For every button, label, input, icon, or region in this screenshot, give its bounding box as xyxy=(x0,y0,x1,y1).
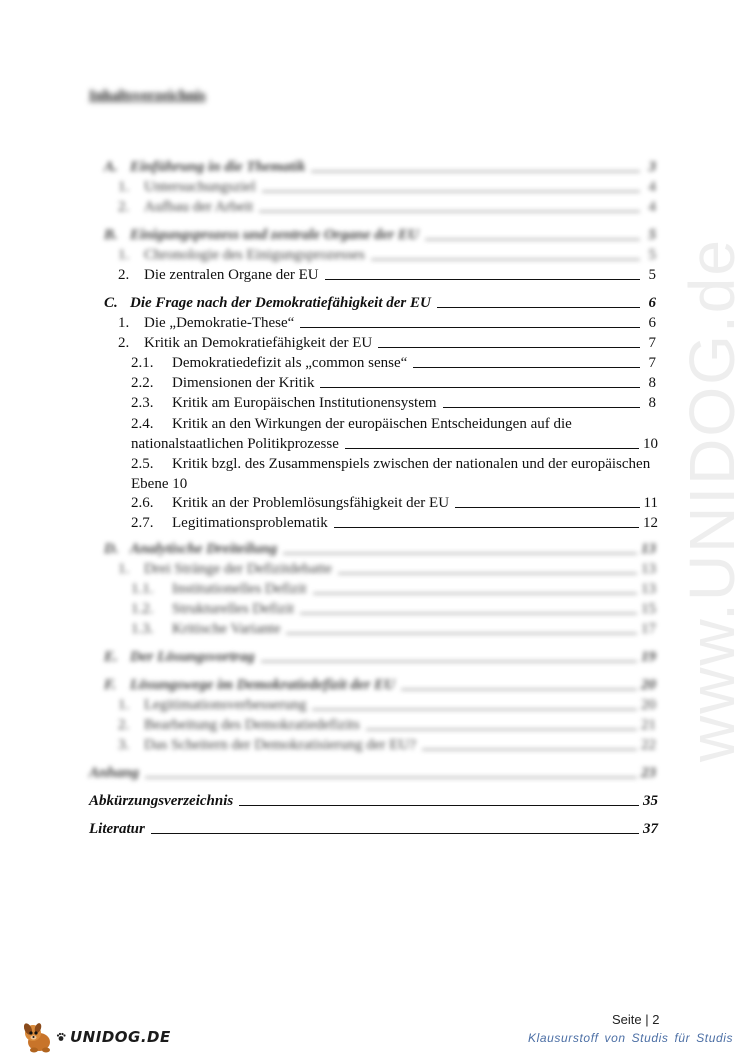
toc-entry-label: Chronologie des Einigungsprozesses xyxy=(144,247,365,263)
toc-entry-page: 7 xyxy=(648,335,656,351)
toc-leader xyxy=(239,805,639,806)
toc-entry-page: 5 xyxy=(648,227,656,243)
toc-entry-number: 3. xyxy=(118,737,130,753)
toc-leader xyxy=(259,211,640,212)
toc-entry[interactable] xyxy=(89,792,658,810)
toc-entry-label: Legitimationsverbesserung xyxy=(144,697,307,713)
toc-entry-number: 1.3. xyxy=(131,621,154,637)
toc-entry-number: 2.2. xyxy=(131,375,154,391)
toc-leader xyxy=(455,507,640,508)
toc-leader xyxy=(338,573,637,574)
toc-leader xyxy=(325,279,640,280)
toc-entry-number: 2.7. xyxy=(131,515,154,531)
toc-entry[interactable] xyxy=(89,764,656,782)
toc-leader xyxy=(311,171,640,172)
toc-leader xyxy=(425,239,640,240)
toc-entry[interactable] xyxy=(131,620,656,638)
toc-entry-number: 2. xyxy=(118,335,130,351)
toc-entry-number: 1. xyxy=(118,179,130,195)
toc-entry-label: Literatur xyxy=(89,821,145,837)
toc-entry-page: 15 xyxy=(641,601,656,617)
toc-entry-page: 6 xyxy=(648,295,656,311)
toc-entry-page: 12 xyxy=(643,515,658,531)
toc-leader xyxy=(378,347,640,348)
toc-entry-page: 4 xyxy=(648,199,656,215)
toc-entry-page: 20 xyxy=(641,677,656,693)
toc-entry[interactable] xyxy=(131,374,656,392)
toc-entry-label: Dimensionen der Kritik xyxy=(172,375,315,391)
toc-entry-number: 1. xyxy=(118,315,130,331)
toc-entry-label: Der Lösungsvortrag xyxy=(130,649,255,665)
toc-leader xyxy=(422,749,637,750)
toc-entry-number: E. xyxy=(104,649,118,665)
toc-leader xyxy=(437,307,640,308)
toc-entry[interactable] xyxy=(104,294,656,312)
toc-leader xyxy=(262,191,640,192)
toc-entry-label-continued: nationalstaatlichen Politikprozesse xyxy=(131,436,339,452)
toc-leader xyxy=(371,259,640,260)
toc-entry[interactable] xyxy=(104,158,656,176)
toc-leader xyxy=(443,407,640,408)
toc-leader xyxy=(413,367,640,368)
toc-entry-number: F. xyxy=(104,677,116,693)
toc-entry[interactable] xyxy=(118,198,656,216)
toc-leader xyxy=(312,709,637,710)
toc-entry[interactable] xyxy=(131,494,658,512)
toc-leader xyxy=(145,777,637,778)
toc-entry-label: Einigungsprozess und zentrale Organe der EU xyxy=(130,227,419,243)
toc-entry-page: 11 xyxy=(643,495,658,511)
toc-entry-number: 1. xyxy=(118,697,130,713)
toc-entry-page: 19 xyxy=(641,649,656,665)
toc-entry[interactable] xyxy=(118,560,656,578)
toc-entry-label: Analytische Dreiteilung xyxy=(130,541,278,557)
toc-entry-label: Kritik am Europäischen Institutionensystem xyxy=(172,395,437,411)
toc-entry-page: 5 xyxy=(648,247,656,263)
toc-entry-label: Aufbau der Arbeit xyxy=(144,199,254,215)
toc-entry-page: 13 xyxy=(641,561,656,577)
toc-entry-label: Einführung in die Thematik xyxy=(130,159,306,175)
logo-text: UNIDOG.DE xyxy=(70,1028,171,1046)
toc-entry-page: 4 xyxy=(648,179,656,195)
toc-entry[interactable] xyxy=(131,514,658,532)
toc-entry[interactable] xyxy=(131,580,656,598)
toc-entry-label: Die Frage nach der Demokratiefähigkeit der EU xyxy=(130,295,431,311)
toc-entry-number: D. xyxy=(104,541,119,557)
toc-entry[interactable] xyxy=(118,696,656,714)
toc-entry-label: Untersuchungsziel xyxy=(144,179,256,195)
toc-entry-label: Kritische Variante xyxy=(172,621,281,637)
toc-entry[interactable] xyxy=(131,600,656,618)
unidog-logo[interactable] xyxy=(20,1020,171,1054)
toc-entry-label: Kritik bzgl. des Zusammenspiels zwischen der nationalen und der europäischen xyxy=(172,456,651,472)
watermark: www.UNIDOG.de xyxy=(676,238,748,762)
toc-entry-number: A. xyxy=(104,159,118,175)
toc-entry-label: Die „Demokratie-These“ xyxy=(144,315,295,331)
toc-entry-page: 21 xyxy=(641,717,656,733)
dog-icon xyxy=(20,1020,56,1054)
toc-entry-page: 22 xyxy=(641,737,656,753)
toc-leader xyxy=(401,689,637,690)
toc-entry-number: 2. xyxy=(118,199,130,215)
toc-entry-page: 23 xyxy=(641,765,656,781)
toc-entry-label: Drei Stränge der Defizitdebatte xyxy=(144,561,332,577)
toc-entry-number: 2.4. xyxy=(131,416,154,432)
toc-entry-label: Demokratiedefizit als „common sense“ xyxy=(172,355,408,371)
toc-entry[interactable] xyxy=(118,736,656,754)
toc-entry-page: 7 xyxy=(648,355,656,371)
toc-entry[interactable] xyxy=(131,394,656,412)
footer-slogan: Klausurstoff von Studis für Studis xyxy=(528,1031,734,1045)
toc-entry-label: Kritik an den Wirkungen der europäischen Entscheidungen auf die xyxy=(172,416,572,432)
toc-entry-label: Legitimationsproblematik xyxy=(172,515,328,531)
toc-entry-page: 37 xyxy=(643,821,658,837)
toc-entry[interactable] xyxy=(118,314,656,332)
toc-entry-label: Kritik an Demokratiefähigkeit der EU xyxy=(144,335,373,351)
toc-entry-number: 2.1. xyxy=(131,355,154,371)
toc-entry-page: 13 xyxy=(641,581,656,597)
toc-leader xyxy=(286,633,637,634)
toc-entry-number: 1. xyxy=(118,247,130,263)
toc-entry-label: Bearbeitung des Demokratiedefizits xyxy=(144,717,360,733)
toc-entry[interactable] xyxy=(118,246,656,264)
toc-entry-page: 35 xyxy=(643,793,658,809)
toc-leader xyxy=(345,448,639,449)
toc-entry-label: Abkürzungsverzeichnis xyxy=(89,793,234,809)
paw-icon xyxy=(56,1032,66,1042)
toc-entry-label: Kritik an der Problemlösungsfähigkeit der EU xyxy=(172,495,450,511)
toc-entry-number: 1. xyxy=(118,561,130,577)
toc-entry[interactable] xyxy=(131,453,658,493)
toc-entry-page: 3 xyxy=(648,159,656,175)
toc-leader xyxy=(334,527,639,528)
toc-entry[interactable] xyxy=(89,820,658,838)
toc-entry-label: Institutionelles Defizit xyxy=(172,581,307,597)
toc-entry-number: 2.3. xyxy=(131,395,154,411)
toc-entry[interactable] xyxy=(104,226,656,244)
toc-leader xyxy=(313,593,637,594)
toc-entry[interactable] xyxy=(104,540,656,558)
toc-leader xyxy=(366,729,637,730)
toc-entry-page: 8 xyxy=(648,395,656,411)
toc-entry-page: 5 xyxy=(648,267,656,283)
toc-leader xyxy=(300,327,640,328)
toc-entry-label: Strukturelles Defizit xyxy=(172,601,295,617)
toc-leader xyxy=(151,833,639,834)
toc-entry-number: C. xyxy=(104,295,118,311)
toc-entry[interactable] xyxy=(118,334,656,352)
toc-entry-page: 20 xyxy=(641,697,656,713)
toc-entry-label: Das Scheitern der Demokratisierung der EU? xyxy=(144,737,416,753)
toc-entry-label: Die zentralen Organe der EU xyxy=(144,267,319,283)
toc-leader xyxy=(320,387,640,388)
toc-entry-number: B. xyxy=(104,227,118,243)
toc-leader xyxy=(300,613,637,614)
toc-entry-page: 10 xyxy=(643,436,658,452)
toc-entry-page: 8 xyxy=(648,375,656,391)
toc-entry-number: 2.5. xyxy=(131,456,154,472)
toc-entry-number: 2.6. xyxy=(131,495,154,511)
toc-entry-page: 6 xyxy=(648,315,656,331)
toc-entry-label: Lösungswege im Demokratiedefizit der EU xyxy=(130,677,395,693)
toc-entry-number: 2. xyxy=(118,717,130,733)
toc-entry[interactable] xyxy=(104,648,656,666)
toc-entry-label-continued: Ebene 10 xyxy=(131,476,188,492)
toc-entry[interactable] xyxy=(104,676,656,694)
toc-leader xyxy=(283,553,637,554)
toc-entry-page: 17 xyxy=(641,621,656,637)
toc-entry-page: 13 xyxy=(641,541,656,557)
toc-entry[interactable] xyxy=(131,413,658,453)
toc-title: Inhaltsverzeichnis xyxy=(89,88,206,104)
page-number: Seite | 2 xyxy=(612,1012,660,1027)
toc-entry-number: 1.1. xyxy=(131,581,154,597)
toc-entry-number: 1.2. xyxy=(131,601,154,617)
toc-entry[interactable] xyxy=(118,266,656,284)
toc-entry[interactable] xyxy=(118,716,656,734)
toc-entry[interactable] xyxy=(131,354,656,372)
toc-entry-number: 2. xyxy=(118,267,130,283)
toc-leader xyxy=(261,661,637,662)
toc-entry[interactable] xyxy=(118,178,656,196)
toc-entry-label: Anhang xyxy=(89,765,140,781)
